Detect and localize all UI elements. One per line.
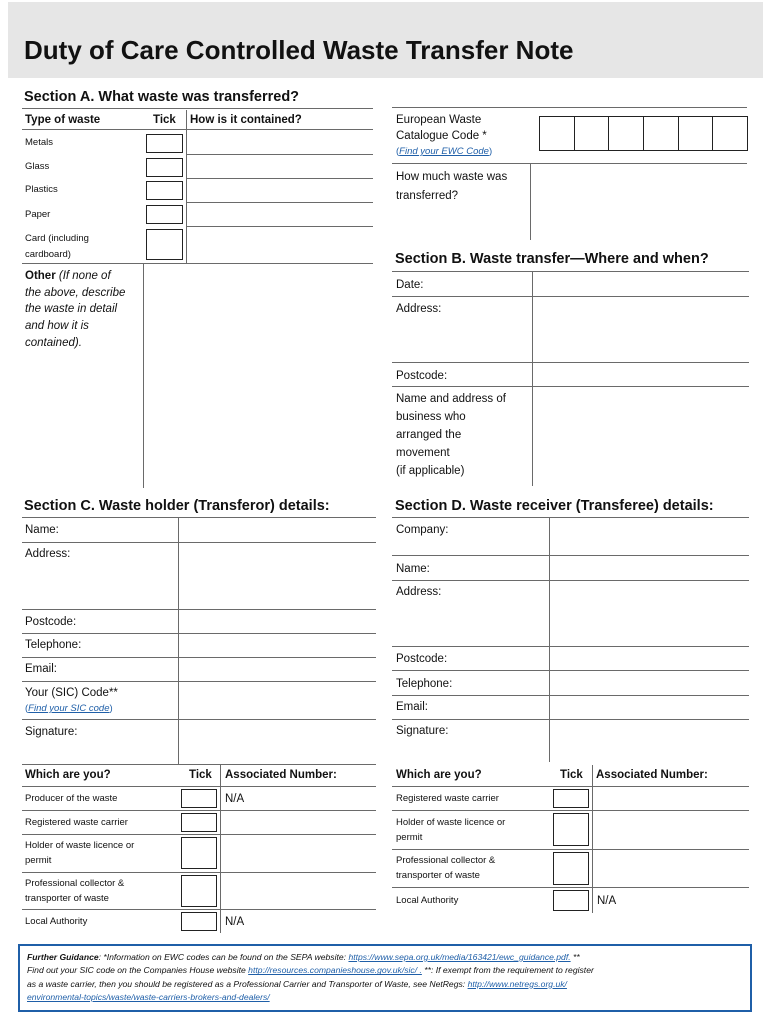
d-role-local-authority: Local Authority <box>396 895 459 906</box>
guidance-text-5: as a waste carrier, then you should be registered as a Professional Carrier and Transporter of Waste, see NetRegs: <box>27 978 468 989</box>
ewc-label-2: Catalogue Code * <box>396 130 487 142</box>
divider <box>392 670 749 671</box>
ewc-digit-box[interactable] <box>679 117 714 150</box>
arranged-line-4: movement <box>396 447 450 459</box>
guidance-line-2 <box>27 964 743 977</box>
c-telephone-field[interactable] <box>180 635 375 656</box>
divider <box>392 695 749 696</box>
postcode-field[interactable] <box>534 364 748 385</box>
divider <box>22 633 376 634</box>
other-line-5: contained). <box>25 337 82 349</box>
divider <box>143 264 144 488</box>
divider <box>549 517 550 762</box>
waste-type-plastics: Plastics <box>25 184 58 195</box>
other-description-field[interactable] <box>145 266 371 486</box>
divider <box>187 202 373 203</box>
guidance-line-1 <box>27 951 743 964</box>
arranged-line-5: (if applicable) <box>396 465 465 477</box>
d-address-field[interactable] <box>551 582 748 645</box>
section-c-heading: Section C. Waste holder (Transferor) details: <box>24 498 330 514</box>
how-much-field[interactable] <box>532 166 746 238</box>
divider <box>220 765 221 933</box>
waste-type-glass: Glass <box>25 161 50 172</box>
arranged-line-3: arranged the <box>396 429 462 441</box>
divider <box>392 810 749 811</box>
arranged-line-1: Name and address of <box>396 393 506 405</box>
col-how-contained: How is it contained? <box>190 114 302 126</box>
divider <box>22 681 376 682</box>
paren: ) <box>488 146 493 157</box>
c-name-label: Name: <box>25 524 59 536</box>
netregs-link[interactable]: http://www.netregs.org.uk/ <box>467 978 567 989</box>
paren: ( <box>396 146 400 157</box>
guidance-text-4: **: If exempt from the requirement to register <box>421 965 594 976</box>
other-bold: Other <box>25 270 56 282</box>
c-role-local-authority: Local Authority <box>25 916 88 927</box>
divider <box>392 296 749 297</box>
c-tick-licence[interactable] <box>181 837 217 869</box>
find-ewc-code-link[interactable]: Find your EWC Code <box>399 146 489 157</box>
c-telephone-label: Telephone: <box>25 639 82 651</box>
waste-type-metals: Metals <box>25 137 53 148</box>
d-signature-field[interactable] <box>551 721 748 762</box>
guidance-text-1: : *Information on EWC codes can be found on the SEPA website: <box>98 952 349 962</box>
c-sic-label: Your (SIC) Code** <box>25 687 118 699</box>
waste-type-paper: Paper <box>25 209 51 220</box>
divider <box>22 263 373 264</box>
d-assoc-header: Associated Number: <box>596 769 708 781</box>
divider <box>530 164 531 240</box>
c-tick-header: Tick <box>189 769 212 781</box>
further-guidance-box <box>18 944 752 1012</box>
divider <box>187 154 373 155</box>
d-email-label: Email: <box>396 701 428 713</box>
c-role-collector: Professional collector & <box>25 878 125 889</box>
d-telephone-field[interactable] <box>551 672 748 694</box>
divider <box>187 226 373 227</box>
d-role-licence: Holder of waste licence or <box>396 817 506 828</box>
c-email-label: Email: <box>25 663 57 675</box>
divider <box>392 786 749 787</box>
ewc-digit-box[interactable] <box>644 117 679 150</box>
d-tick-licence[interactable] <box>553 813 589 846</box>
c-address-label: Address: <box>25 548 71 560</box>
divider <box>22 108 373 109</box>
c-name-field[interactable] <box>180 519 375 541</box>
section-d-heading: Section D. Waste receiver (Transferee) details: <box>395 498 714 514</box>
other-line-3: the waste in detail <box>25 303 118 315</box>
divider <box>392 580 749 581</box>
c-email-field[interactable] <box>180 659 375 680</box>
date-label: Date: <box>396 279 424 291</box>
c-role-licence: Holder of waste licence or <box>25 840 135 851</box>
divider <box>178 517 179 764</box>
divider <box>22 517 376 518</box>
d-tick-header: Tick <box>560 769 583 781</box>
find-sic-code-link[interactable]: Find your SIC code <box>28 703 110 714</box>
c-role-carrier: Registered waste carrier <box>25 817 128 828</box>
divider <box>22 810 376 811</box>
arranged-line-2: business who <box>396 411 466 423</box>
divider <box>392 386 749 387</box>
page-title: Duty of Care Controlled Waste Transfer Note <box>24 35 574 65</box>
d-na-local-authority: N/A <box>597 895 617 907</box>
divider <box>392 646 749 647</box>
d-role-carrier: Registered waste carrier <box>396 793 499 804</box>
d-which-header: Which are you? <box>396 769 482 781</box>
divider <box>392 719 749 720</box>
guidance-text-2: ** <box>570 952 580 962</box>
ewc-code-boxes <box>539 116 748 151</box>
other-line-4: and how it is <box>25 320 89 332</box>
address-field[interactable] <box>534 298 748 361</box>
d-role-licence-cont: permit <box>396 832 423 843</box>
postcode-label: Postcode: <box>396 370 448 382</box>
guidance-line-3 <box>27 978 743 991</box>
c-signature-field[interactable] <box>180 721 375 763</box>
d-telephone-label: Telephone: <box>396 678 453 690</box>
d-email-field[interactable] <box>551 697 748 718</box>
tick-metals[interactable] <box>146 134 183 153</box>
how-much-label-2: transferred? <box>396 190 459 202</box>
paren: ) <box>109 703 113 714</box>
section-a-heading: Section A. What waste was transferred? <box>24 89 300 105</box>
section-b-heading: Section B. Waste transfer—Where and when? <box>395 251 709 267</box>
companies-house-sic-link[interactable]: http://resources.companieshouse.gov.uk/sic/ . <box>248 965 422 976</box>
divider <box>22 719 376 720</box>
tick-card[interactable] <box>146 229 183 260</box>
divider <box>392 271 749 272</box>
d-tick-collector[interactable] <box>553 852 589 885</box>
c-postcode-field[interactable] <box>180 611 375 632</box>
address-label: Address: <box>396 303 442 315</box>
how-much-label-1: How much waste was <box>396 171 508 183</box>
divider <box>22 834 376 835</box>
divider <box>392 555 749 556</box>
d-company-label: Company: <box>396 524 449 536</box>
tick-glass[interactable] <box>146 158 183 177</box>
divider <box>392 849 749 850</box>
d-postcode-field[interactable] <box>551 648 748 669</box>
d-role-collector: Professional collector & <box>396 855 496 866</box>
paren: ( <box>25 703 29 714</box>
ewc-link-row <box>396 144 492 159</box>
c-na-local-authority: N/A <box>225 916 245 928</box>
d-name-field[interactable] <box>551 557 748 579</box>
other-line-2: the above, describe <box>25 287 126 299</box>
c-signature-label: Signature: <box>25 726 78 738</box>
sepa-ewc-link[interactable]: https://www.sepa.org.uk/media/163421/ewc_guidance.pdf. <box>348 952 571 962</box>
c-tick-local-authority[interactable] <box>181 912 217 931</box>
other-line-1: (If none of <box>55 270 111 282</box>
divider <box>392 362 749 363</box>
d-name-label: Name: <box>396 563 430 575</box>
date-field[interactable] <box>534 273 748 295</box>
d-postcode-label: Postcode: <box>396 653 448 665</box>
d-tick-carrier[interactable] <box>553 789 589 808</box>
c-role-producer: Producer of the waste <box>25 793 118 804</box>
divider <box>392 887 749 888</box>
divider <box>187 178 373 179</box>
c-postcode-label: Postcode: <box>25 616 77 628</box>
c-role-licence-cont: permit <box>25 855 52 866</box>
d-role-collector-cont: transporter of waste <box>396 870 480 881</box>
divider <box>22 129 373 130</box>
ewc-digit-box[interactable] <box>575 117 610 150</box>
divider <box>22 909 376 910</box>
divider <box>592 765 593 913</box>
c-role-collector-cont: transporter of waste <box>25 893 109 904</box>
d-tick-local-authority[interactable] <box>553 890 589 911</box>
c-na-producer: N/A <box>225 793 245 805</box>
d-address-label: Address: <box>396 586 442 598</box>
ewc-digit-box[interactable] <box>540 117 575 150</box>
divider <box>22 764 376 765</box>
ewc-digit-box[interactable] <box>713 117 747 150</box>
c-tick-producer[interactable] <box>181 789 217 808</box>
divider <box>532 271 533 486</box>
divider <box>186 110 187 264</box>
divider <box>22 786 376 787</box>
col-type-of-waste: Type of waste <box>25 114 101 126</box>
c-address-field[interactable] <box>180 544 375 608</box>
waste-type-card: Card (including <box>25 233 89 244</box>
arranged-by-field[interactable] <box>534 388 748 486</box>
ewc-digit-box[interactable] <box>609 117 644 150</box>
col-tick: Tick <box>153 114 176 126</box>
guidance-label: Further Guidance <box>27 952 99 962</box>
c-tick-carrier[interactable] <box>181 813 217 832</box>
ewc-label-1: European Waste <box>396 114 482 126</box>
guidance-text-3: Find out your SIC code on the Companies House website <box>27 965 249 976</box>
guidance-line-4 <box>27 991 743 1004</box>
divider <box>392 107 747 108</box>
divider <box>22 657 376 658</box>
c-tick-collector[interactable] <box>181 875 217 907</box>
c-assoc-header: Associated Number: <box>225 769 337 781</box>
c-sic-link-row <box>25 701 113 716</box>
netregs-link-cont[interactable]: environmental-topics/waste/waste-carriers-brokers-and-dealers/ <box>27 992 270 1003</box>
divider <box>22 872 376 873</box>
divider <box>22 542 376 543</box>
divider <box>22 609 376 610</box>
tick-plastics[interactable] <box>146 181 183 200</box>
tick-paper[interactable] <box>146 205 183 224</box>
divider <box>392 517 749 518</box>
c-which-header: Which are you? <box>25 769 111 781</box>
c-sic-field[interactable] <box>180 683 375 718</box>
d-company-field[interactable] <box>551 519 748 554</box>
other-label <box>25 268 111 285</box>
waste-type-card-cont: cardboard) <box>25 249 71 260</box>
divider <box>392 163 747 164</box>
d-signature-label: Signature: <box>396 725 449 737</box>
